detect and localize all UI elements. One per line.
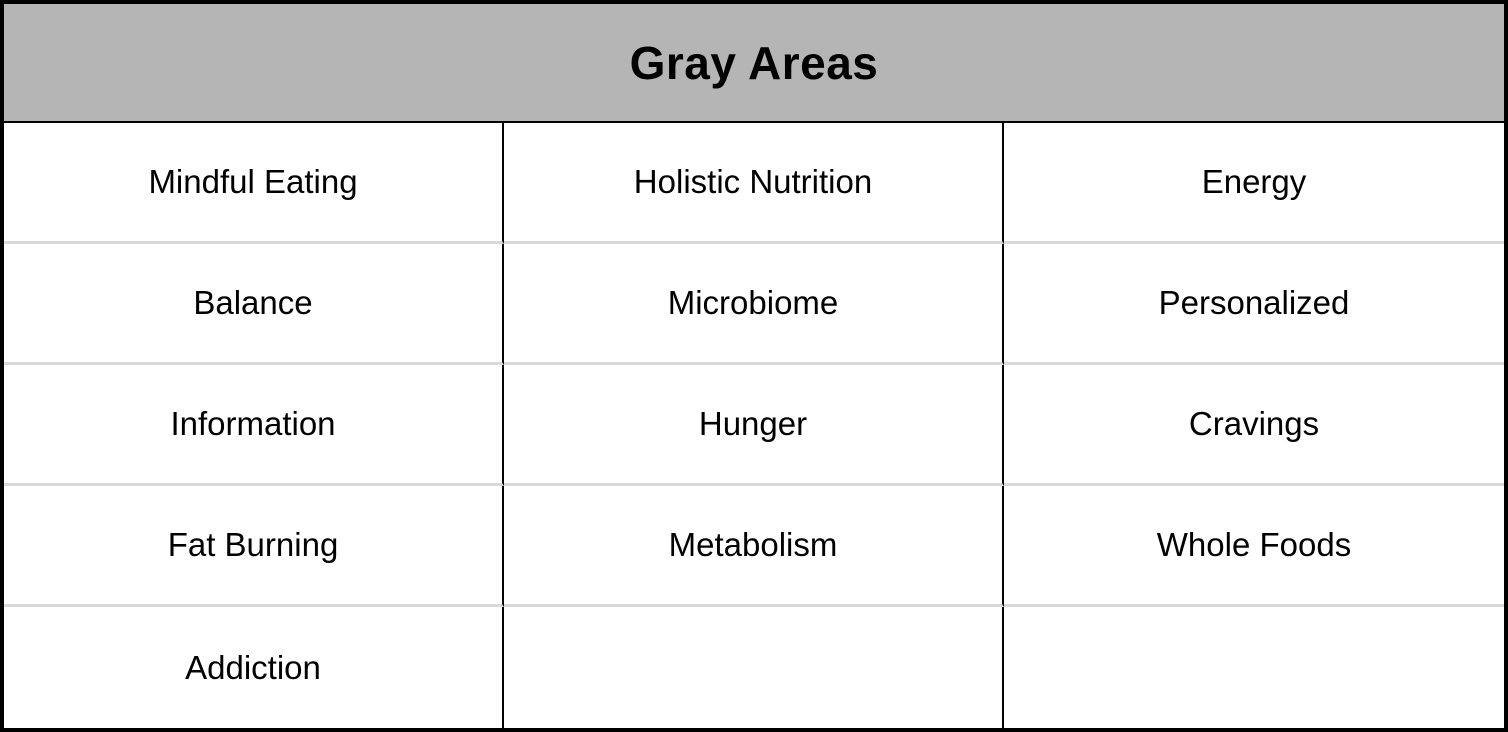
cell-label: Addiction — [185, 648, 321, 686]
table-cell — [504, 365, 1004, 486]
table-cell — [1004, 365, 1504, 486]
cell-label: Metabolism — [668, 526, 838, 563]
table-cell — [1004, 123, 1504, 244]
cell-label: Energy — [1201, 163, 1307, 200]
table-title: Gray Areas — [629, 36, 879, 89]
table-cell — [1004, 607, 1504, 728]
cell-label: Fat Burning — [167, 526, 339, 563]
cell-label: Cravings — [1188, 405, 1320, 442]
table-cell — [4, 244, 504, 365]
table-cell — [1004, 486, 1504, 607]
table-header — [4, 4, 1504, 123]
cell-label: Personalized — [1158, 284, 1350, 321]
table-cell — [504, 123, 1004, 244]
table-cell — [4, 486, 504, 607]
table-cell — [504, 244, 1004, 365]
table-cell — [504, 607, 1004, 728]
table-cell — [4, 123, 504, 244]
cell-label: Microbiome — [667, 284, 839, 321]
cell-label: Whole Foods — [1156, 526, 1352, 563]
table-cell — [4, 365, 504, 486]
cell-label: Hunger — [698, 405, 808, 442]
table-cell — [4, 607, 504, 728]
cell-label: Information — [170, 405, 336, 442]
cell-label: Holistic Nutrition — [633, 163, 873, 200]
cell-label: Mindful Eating — [148, 163, 358, 200]
cell-label: Balance — [193, 284, 313, 321]
table-cell — [1004, 244, 1504, 365]
table-body — [4, 123, 1504, 728]
table-cell — [504, 486, 1004, 607]
